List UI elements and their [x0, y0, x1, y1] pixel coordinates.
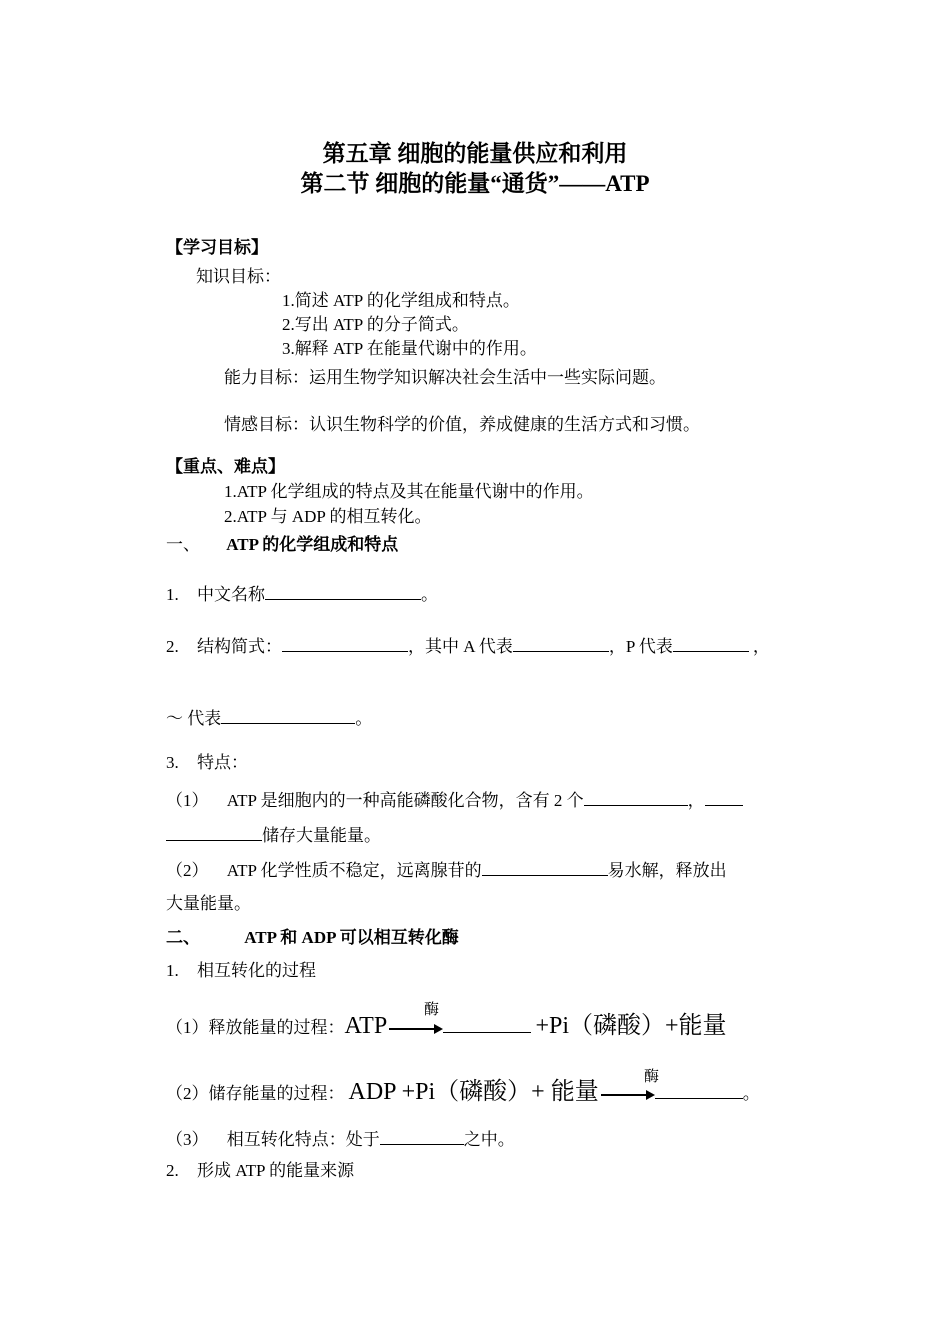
objectives-heading: 【学习目标】 [166, 238, 268, 257]
question-number: 1. [166, 585, 179, 604]
part1-heading [166, 534, 398, 556]
punctuation: 。 [421, 585, 438, 604]
part2-number: 二、 [166, 928, 200, 947]
punctuation: ， [687, 791, 705, 810]
reaction-left: ATP [344, 1013, 388, 1039]
question-number: 2. [166, 1161, 179, 1180]
reaction-label: （2）储存能量的过程： [166, 1084, 345, 1103]
reaction-release [166, 1010, 727, 1040]
question-text: 结构简式： [197, 637, 282, 656]
question-text: 相互转化特点：处于 [226, 1130, 380, 1149]
emotion-objective: 情感目标：认识生物科学的价值，养成健康的生活方式和习惯。 [224, 415, 700, 434]
question-1-1 [166, 581, 438, 606]
part1-title: ATP 的化学组成和特点 [226, 535, 399, 554]
part1-number: 一、 [166, 535, 200, 554]
answer-blank[interactable] [655, 1076, 743, 1099]
question-1-3 [166, 752, 248, 774]
question-2-1 [166, 960, 316, 982]
sub-number: （2） [166, 861, 209, 880]
key-point-item: 1.ATP 化学组成的特点及其在能量代谢中的作用。 [224, 482, 594, 501]
sub-number: （3） [166, 1130, 209, 1149]
question-text: 易水解，释放出 [607, 861, 727, 880]
knowledge-item: 2.写出 ATP 的分子简式。 [282, 315, 469, 334]
punctuation: 。 [742, 1084, 760, 1103]
question-1-3-1 [166, 787, 743, 812]
answer-blank[interactable] [265, 581, 421, 600]
answer-blank[interactable] [282, 633, 408, 652]
question-number: 3. [166, 753, 179, 772]
part2-title: ATP 和 ADP 可以相互转化酶 [244, 928, 459, 947]
punctuation: 。 [355, 709, 373, 728]
question-number: 2. [166, 637, 179, 656]
question-1-3-1-cont [166, 822, 381, 847]
enzyme-label: 酶 [644, 1069, 660, 1085]
question-text: ，其中 A 代表 [408, 637, 513, 656]
reaction-arrow-icon [389, 1028, 441, 1030]
answer-blank[interactable] [584, 787, 688, 806]
question-1-2 [166, 633, 770, 658]
answer-blank[interactable] [673, 633, 749, 652]
knowledge-item: 3.解释 ATP 在能量代谢中的作用。 [282, 339, 537, 358]
answer-blank[interactable] [443, 1010, 531, 1033]
question-text: ATP 是细胞内的一种高能磷酸化合物，含有 2 个 [226, 791, 584, 810]
section-title: 第二节 细胞的能量“通货”——ATP [300, 171, 650, 196]
question-2-2 [166, 1160, 354, 1182]
question-text: 中文名称 [197, 585, 265, 604]
answer-blank[interactable] [482, 857, 608, 876]
question-1-2-cont [166, 705, 372, 730]
enzyme-label: 酶 [424, 1002, 440, 1018]
reaction-store [166, 1076, 760, 1106]
reaction-label: （1）释放能量的过程： [166, 1018, 345, 1037]
reaction-left: ADP +Pi（磷酸）+ 能量 [348, 1079, 599, 1105]
punctuation: ， [752, 637, 770, 656]
reaction-arrow-icon [601, 1094, 653, 1096]
sub-number: （1） [166, 791, 209, 810]
reaction-right: +Pi（磷酸）+能量 [535, 1013, 727, 1039]
key-point-item: 2.ATP 与 ADP 的相互转化。 [224, 507, 432, 526]
question-1-3-2 [166, 857, 727, 882]
question-text: ，P 代表 [608, 637, 673, 656]
question-1-3-2-cont: 大量能量。 [166, 894, 251, 913]
question-text: 储存大量能量。 [262, 826, 381, 845]
question-text: 特点： [197, 753, 248, 772]
answer-blank[interactable] [166, 822, 262, 841]
question-2-1-3 [166, 1126, 515, 1151]
answer-blank[interactable] [705, 787, 743, 806]
knowledge-item: 1.简述 ATP 的化学组成和特点。 [282, 291, 520, 310]
question-text: 形成 ATP 的能量来源 [197, 1161, 355, 1180]
key-points-heading: 【重点、难点】 [166, 457, 285, 476]
question-text: ATP 化学性质不稳定，远离腺苷的 [226, 861, 482, 880]
question-text: ～ 代表 [166, 709, 222, 728]
part2-heading [166, 927, 459, 949]
ability-objective: 能力目标：运用生物学知识解决社会生活中一些实际问题。 [224, 368, 666, 387]
chapter-title: 第五章 细胞的能量供应和利用 [322, 141, 628, 166]
answer-blank[interactable] [221, 705, 355, 724]
knowledge-label: 知识目标： [196, 267, 281, 286]
answer-blank[interactable] [513, 633, 609, 652]
answer-blank[interactable] [380, 1126, 464, 1145]
question-text: 相互转化的过程 [197, 961, 316, 980]
question-text: 之中。 [463, 1130, 515, 1149]
question-number: 1. [166, 961, 179, 980]
